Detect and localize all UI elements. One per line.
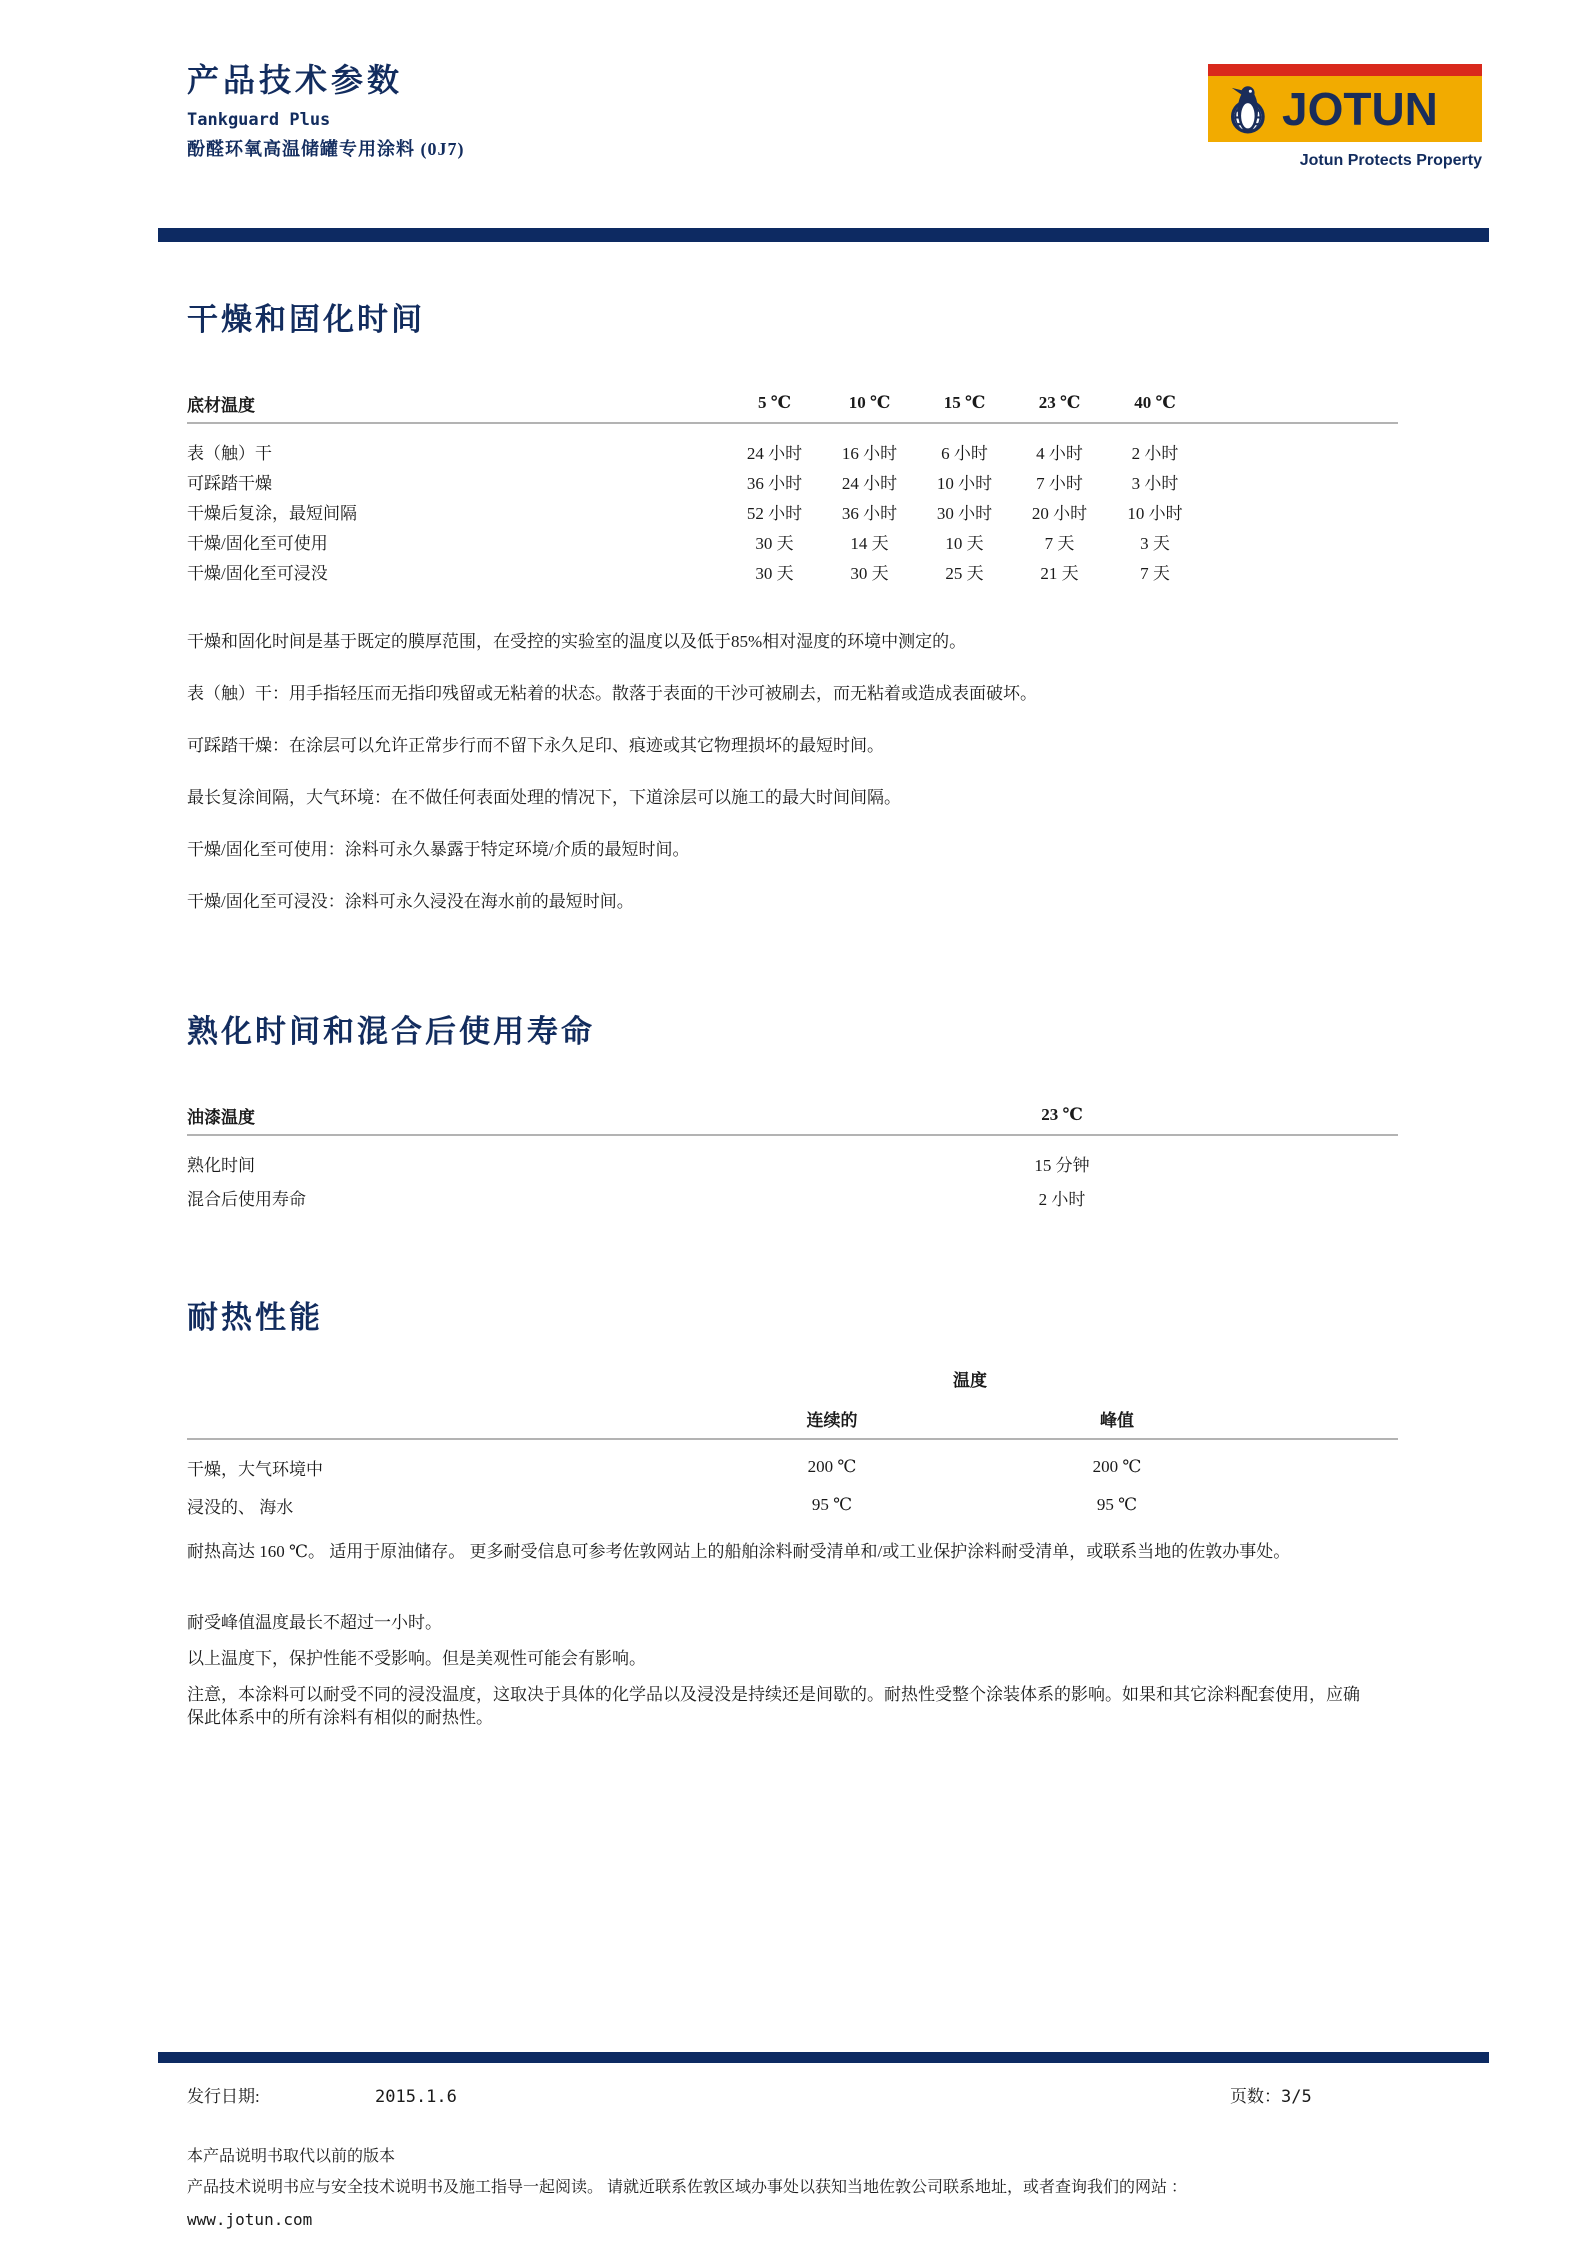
- cell-value: 3 天: [1140, 533, 1170, 553]
- table-row: [187, 496, 1398, 526]
- column-group-temperature: 温度: [953, 1370, 987, 1390]
- note-paragraph: 耐热高达 160 ℃。 适用于原油储存。 更多耐受信息可参考佐敦网站上的船舶涂料耐受清单和/或工业保护涂料耐受清单，或联系当地的佐敦办事处。: [187, 1542, 1291, 1561]
- table-row: [187, 1146, 1398, 1180]
- table-row: [187, 526, 1398, 556]
- table-row: [187, 556, 1398, 586]
- row-label: 干燥/固化至可浸没: [187, 563, 328, 583]
- drying-notes: [187, 630, 1372, 942]
- drying-table-header: [187, 384, 1398, 422]
- section-title-induction: 熟化时间和混合后使用寿命: [187, 1014, 595, 1049]
- cell-value: 3 小时: [1131, 473, 1179, 493]
- page-count-label: 页数：: [1230, 2087, 1281, 2106]
- issue-date-label: 发行日期:: [187, 2087, 260, 2106]
- cell-value: 2 小时: [1131, 443, 1179, 463]
- cell-value: 14 天: [850, 533, 889, 553]
- row-label: 浸没的、 海水: [187, 1497, 294, 1517]
- table-rule: [187, 1134, 1398, 1136]
- cell-value: 10 天: [945, 533, 984, 553]
- row-label: 干燥，大气环境中: [187, 1459, 323, 1479]
- cell-value: 15 分钟: [1034, 1155, 1090, 1175]
- cell-value: 2 小时: [1038, 1189, 1086, 1209]
- table-row: [187, 1180, 1398, 1214]
- column-header-23c: 23 ℃: [1041, 1105, 1083, 1124]
- cell-value: 24 小时: [841, 473, 898, 493]
- cell-value: 25 天: [945, 563, 984, 583]
- footer-issue-row: [187, 2082, 1398, 2107]
- issue-date-value: 2015.1.6: [375, 2087, 457, 2107]
- column-header-continuous: 连续的: [806, 1410, 858, 1430]
- note-paragraph: 干燥/固化至可浸没：涂料可永久浸没在海水前的最短时间。: [187, 892, 634, 911]
- table-row: [187, 436, 1398, 466]
- row-label: 可踩踏干燥: [187, 473, 272, 493]
- product-subtitle: 酚醛环氧高温储罐专用涂料 (0J7): [187, 139, 465, 159]
- cell-value: 95 ℃: [1096, 1495, 1138, 1514]
- heat-notes: [187, 1540, 1372, 1742]
- cell-value: 200 ℃: [1092, 1457, 1142, 1476]
- cell-value: 7 天: [1044, 533, 1075, 553]
- column-header-10c: 10 ℃: [848, 393, 891, 412]
- column-header-peak: 峰值: [1100, 1410, 1134, 1430]
- heat-table: [187, 1358, 1398, 1524]
- note-paragraph: 注意，本涂料可以耐受不同的浸没温度，这取决于具体的化学品以及浸没是持续还是间歇的。耐热性受整个涂装体系的影响。如果和其它涂料配套使用，应确保此体系中的所有涂料有相似的耐热性。: [187, 1685, 1360, 1727]
- cell-value: 10 小时: [1127, 503, 1183, 523]
- cell-value: 30 天: [755, 533, 794, 553]
- column-header-paint-temp: 油漆温度: [187, 1107, 255, 1127]
- logo-yellow-band: [1208, 76, 1482, 142]
- cell-value: 95 ℃: [811, 1495, 853, 1514]
- read-with-note: 产品技术说明书应与安全技术说明书及施工指导一起阅读。 请就近联系佐敦区域办事处以获知当地佐敦公司联系地址，或者查询我们的网站 ：: [187, 2179, 1188, 2196]
- supersede-note: 本产品说明书取代以前的版本: [187, 2148, 396, 2165]
- product-name: Tankguard Plus: [187, 110, 331, 130]
- cell-value: 36 小时: [746, 473, 803, 493]
- table-rule: [187, 422, 1398, 424]
- row-label: 熟化时间: [187, 1155, 255, 1175]
- induction-table: [187, 1096, 1398, 1214]
- cell-value: 20 小时: [1031, 503, 1088, 523]
- note-paragraph: 最长复涂间隔，大气环境：在不做任何表面处理的情况下，下道涂层可以施工的最大时间间隔。: [187, 788, 901, 807]
- cell-value: 7 小时: [1036, 473, 1083, 493]
- logo-red-stripe: [1208, 64, 1482, 76]
- induction-table-header: [187, 1096, 1398, 1134]
- heat-table-group-header: [187, 1358, 1398, 1398]
- cell-value: 30 小时: [936, 503, 993, 523]
- cell-value: 24 小时: [746, 443, 803, 463]
- cell-value: 7 天: [1140, 563, 1170, 583]
- page-count: [1230, 2082, 1312, 2107]
- cell-value: 200 ℃: [807, 1457, 857, 1476]
- column-header-substrate-temp: 底材温度: [187, 395, 255, 415]
- header-divider-bar: [158, 228, 1489, 242]
- column-header-15c: 15 ℃: [943, 393, 986, 412]
- cell-value: 30 天: [850, 563, 889, 583]
- penguin-globe-icon: [1220, 82, 1274, 136]
- section-title-heat: 耐热性能: [187, 1300, 323, 1335]
- cell-value: 6 小时: [941, 443, 988, 463]
- logo-tagline: Jotun Protects Property: [1299, 152, 1482, 169]
- row-label: 干燥/固化至可使用: [187, 533, 328, 553]
- drying-table: [187, 384, 1398, 586]
- table-row: [187, 1486, 1398, 1524]
- column-header-5c: 5 ℃: [757, 393, 792, 412]
- cell-value: 4 小时: [1036, 443, 1083, 463]
- row-label: 表（触）干: [187, 443, 272, 463]
- heat-table-header: [187, 1398, 1398, 1438]
- note-paragraph: 可踩踏干燥：在涂层可以允许正常步行而不留下永久足印、痕迹或其它物理损坏的最短时间。: [187, 736, 884, 755]
- table-row: [187, 466, 1398, 496]
- note-paragraph: 干燥/固化至可使用：涂料可永久暴露于特定环境/介质的最短时间。: [187, 840, 690, 859]
- cell-value: 36 小时: [841, 503, 898, 523]
- column-header-23c: 23 ℃: [1038, 393, 1081, 412]
- cell-value: 21 天: [1040, 563, 1079, 583]
- note-paragraph: 表（触）干：用手指轻压而无指印残留或无粘着的状态。散落于表面的干沙可被刷去，而无粘着或造成表面破坏。: [187, 684, 1037, 703]
- website-url: www.jotun.com: [187, 2210, 313, 2229]
- cell-value: 10 小时: [936, 473, 993, 493]
- row-label: 干燥后复涂，最短间隔: [187, 503, 357, 523]
- note-paragraph: 以上温度下，保护性能不受影响。但是美观性可能会有影响。: [187, 1649, 646, 1668]
- footer-divider-bar: [158, 2052, 1489, 2063]
- note-paragraph: 干燥和固化时间是基于既定的膜厚范围，在受控的实验室的温度以及低于85%相对湿度的环境中测定的。: [187, 632, 967, 651]
- section-title-drying: 干燥和固化时间: [187, 302, 425, 337]
- row-label: 混合后使用寿命: [187, 1189, 306, 1209]
- page-count-value: 3/5: [1281, 2087, 1312, 2107]
- jotun-logo: [1208, 64, 1482, 142]
- table-rule: [187, 1438, 1398, 1440]
- note-paragraph: 耐受峰值温度最长不超过一小时。: [187, 1613, 442, 1632]
- column-header-40c: 40 ℃: [1134, 393, 1176, 412]
- cell-value: 52 小时: [746, 503, 803, 523]
- cell-value: 30 天: [755, 563, 794, 583]
- table-row: [187, 1448, 1398, 1486]
- cell-value: 16 小时: [841, 443, 898, 463]
- logo-wordmark: JOTUN: [1282, 83, 1438, 135]
- page-title: 产品技术参数: [187, 62, 404, 98]
